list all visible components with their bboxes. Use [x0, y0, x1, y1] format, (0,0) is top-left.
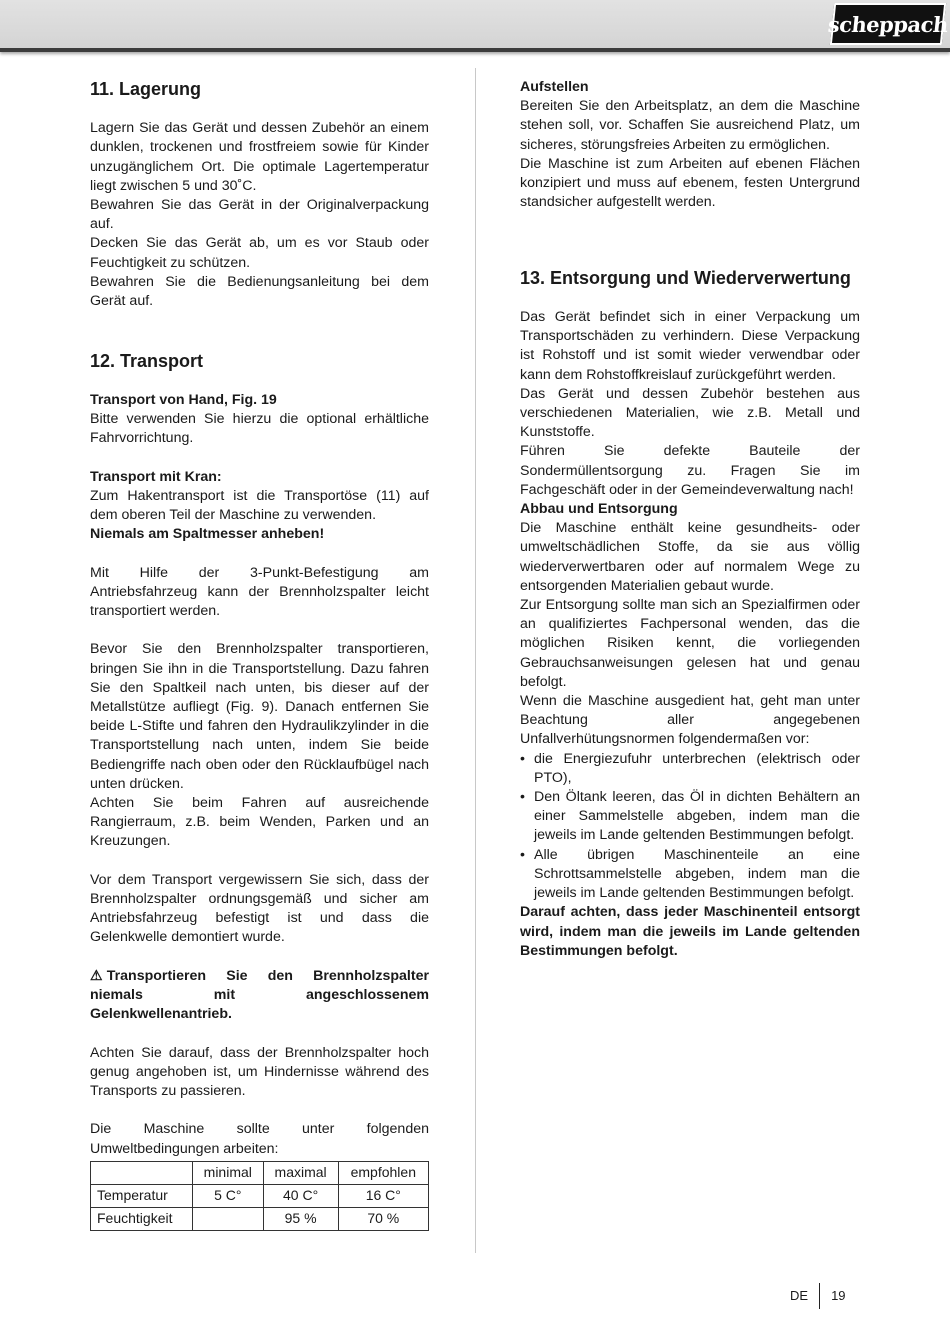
right-column — [520, 78, 860, 961]
pre-transport-check-paragraph: Vor dem Transport vergewissern Sie sich, dass der Brennholzspalter ordnungsgemäß und sicher am Antriebsfahrzeug befestigt ist und dass die Gelenkwelle demontiert wurde. — [90, 871, 429, 946]
table-header-row — [91, 1161, 429, 1184]
column-divider — [475, 68, 476, 1253]
table-row — [91, 1184, 429, 1207]
list-item: • Den Öltank leeren, das Öl in dichten Behältern an einer Sammelstelle abgeben, indem man die jeweils im Lande geltenden Bestimmungen befolgt. — [520, 788, 860, 846]
table-cell — [192, 1207, 263, 1230]
s13-paragraph-2: Das Gerät und dessen Zubehör bestehen aus verschiedenen Materialien, wie z.B. Metall und Kunststoffe. — [520, 385, 860, 441]
disposal-paragraph-3: Wenn die Maschine ausgedient hat, geht man unter Beachtung aller angegebenen Unfallverhütungsnormen folgendermaßen vor: — [520, 693, 860, 748]
setup-heading: Aufstellen — [520, 79, 589, 95]
section-13-title: 13. Entsorgung und Wiederverwertung — [520, 267, 851, 288]
list-item: • die Energiezufuhr unterbrechen (elektrisch oder PTO), — [520, 750, 860, 788]
page-number: 19 — [831, 1288, 846, 1303]
s13-paragraph-3: Führen Sie defekte Bauteile der Sondermüllentsorgung zu. Fragen Sie im Fachgeschäft oder in der Gemeindeverwaltung nach! — [520, 443, 860, 498]
crane-transport-text: Zum Hakentransport ist die Transportöse (11) auf dem oberen Teil der Maschine zu verwenden. — [90, 487, 429, 523]
list-item: • Alle übrigen Maschinenteile an eine Schrottsammelstelle abgeben, indem man die jeweils im Lande geltenden Bestimmungen befolgt. — [520, 846, 860, 904]
table-cell: 95 % — [263, 1207, 338, 1230]
maneuver-paragraph: Achten Sie beim Fahren auf ausreichende Rangierraum, z.B. beim Wenden, Parken und an Kreuzungen. — [90, 795, 429, 850]
crane-transport-heading: Transport mit Kran: — [90, 468, 222, 485]
table-cell: 70 % — [338, 1207, 428, 1230]
crane-warning: Niemals am Spaltmesser anheben! — [90, 526, 325, 543]
s11-paragraph-1: Lagern Sie das Gerät und dessen Zubehör an einem dunklen, trockenen und frostfreiem sowie für Kinder unzugänglichem Ort. Die optimale Lagertemperatur liegt zwischen 5 und 30˚C. — [90, 120, 429, 194]
final-disposal-note: Darauf achten, dass jeder Maschinenteil entsorgt wird, indem man die jeweils im Lande geltenden Bestimmungen befolgt. — [520, 904, 860, 959]
table-cell: 16 C° — [338, 1184, 428, 1207]
page-footer — [790, 1283, 846, 1309]
footer-separator — [819, 1283, 820, 1309]
section-12-title: 12. Transport — [90, 350, 204, 371]
three-point-paragraph: Mit Hilfe der 3-Punkt-Befestigung am Antriebsfahrzeug kann der Brennholzspalter leicht transportiert werden. — [90, 564, 429, 619]
driveshaft-warning — [90, 967, 429, 1025]
disposal-heading: Abbau und Entsorgung — [520, 501, 678, 518]
hand-transport-heading: Transport von Hand, Fig. 19 — [90, 391, 277, 408]
brand-logo: scheppach — [830, 3, 946, 45]
table-header-cell — [91, 1161, 193, 1184]
disposal-steps-list — [520, 750, 860, 904]
transport-position-paragraph: Bevor Sie den Brennholzspalter transportieren, bringen Sie ihn in die Transportstellung. Dazu fahren Sie den Spaltkeil nach unten, bis dieser auf der Metallstütze aufliegt (Fig. 9). Danach entfernen Sie beide L-Stifte und fahren den Hydraulikzylinder in die Transportstellung nach unten, indem Sie beide Bediengriffe nach oben oder den Rücklaufbügel nach unten drücken. — [90, 641, 429, 792]
s11-paragraph-2: Bewahren Sie das Gerät in der Originalverpackung auf. — [90, 197, 429, 233]
table-cell: Temperatur — [91, 1184, 193, 1207]
disposal-paragraph-1: Die Maschine enthält keine gesundheits- oder umweltschädlichen Stoffe, da sie aus völlig wiederverwertbaren oder auf normalem Wege zu entsorgenden Materialien gebaut wurde. — [520, 520, 860, 594]
table-header-cell: empfohlen — [338, 1161, 428, 1184]
section-11-title: 11. Lagerung — [90, 79, 202, 99]
language-code: DE — [790, 1288, 809, 1303]
disposal-paragraph-2: Zur Entsorgung sollte man sich an Spezialfirmen oder an qualifiziertes Fachpersonal wenden, das die möglichen Risiken kennt, die vorliegenden Gebrauchsanweisungen gelesen hat und genau befolgt. — [520, 597, 860, 690]
environment-intro: Die Maschine sollte unter folgenden Umweltbedingungen arbeiten: — [90, 1121, 429, 1157]
driveshaft-warning-text: Transportieren Sie den Brennholzspalter niemals mit angeschlossenem Gelenkwellenantrieb. — [90, 967, 429, 1023]
clearance-paragraph: Achten Sie darauf, dass der Brennholzspalter hoch genug angehoben ist, um Hindernisse während des Transports zu passieren. — [90, 1044, 429, 1100]
setup-paragraph-1: Bereiten Sie den Arbeitsplatz, an dem die Maschine stehen soll, vor. Schaffen Sie ausreichend Platz, um sicheres, störungsfreies Arbeiten zu ermöglichen. — [520, 98, 860, 153]
environment-table — [90, 1161, 429, 1231]
s11-paragraph-4: Bewahren Sie die Bedienungsanleitung bei dem Gerät auf. — [90, 273, 429, 310]
header-bar — [0, 0, 950, 52]
left-column — [90, 78, 429, 1231]
table-cell: Feuchtigkeit — [91, 1207, 193, 1230]
setup-paragraph-2: Die Maschine ist zum Arbeiten auf ebenen Flächen konzipiert und muss auf ebenem, festen Untergrund standsicher aufgestellt werden. — [520, 155, 860, 211]
table-cell: 5 C° — [192, 1184, 263, 1207]
table-row — [91, 1207, 429, 1230]
table-header-cell: maximal — [263, 1161, 338, 1184]
table-header-cell: minimal — [192, 1161, 263, 1184]
s13-paragraph-1: Das Gerät befindet sich in einer Verpackung um Transportschäden zu verhindern. Diese Verpackung ist Rohstoff und ist somit wieder verwendbar oder kann dem Rohstoffkreislauf zurückgeführt werden. — [520, 309, 860, 383]
s11-paragraph-3: Decken Sie das Gerät ab, um es vor Staub oder Feuchtigkeit zu schützen. — [90, 235, 429, 271]
warning-triangle-icon: ⚠ — [90, 967, 103, 984]
hand-transport-text: Bitte verwenden Sie hierzu die optional erhältliche Fahrvorrichtung. — [90, 411, 429, 447]
table-cell: 40 C° — [263, 1184, 338, 1207]
